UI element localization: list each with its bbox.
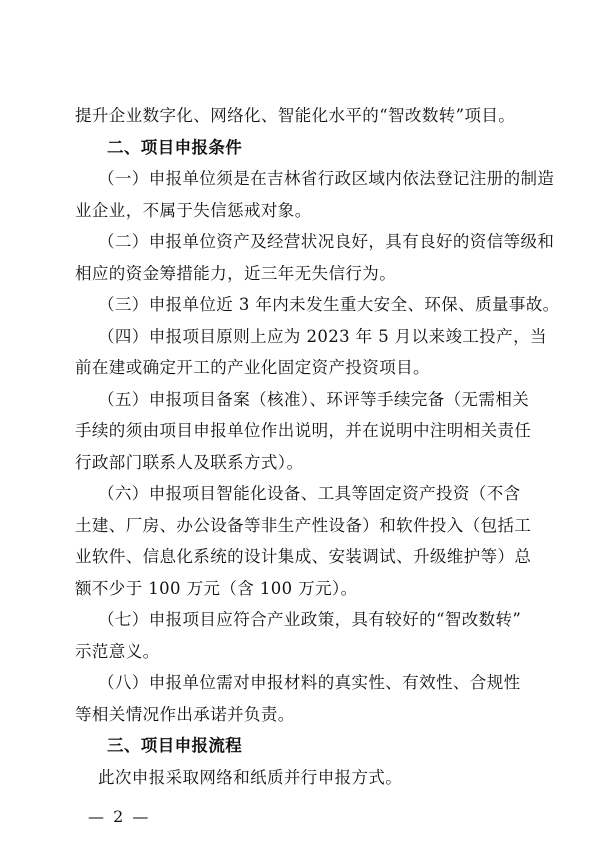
page-number: — 2 — — [88, 807, 151, 826]
section-heading-application-conditions: 二、项目申报条件 — [107, 137, 243, 157]
body-line: 示范意义。 — [75, 641, 160, 661]
body-line: 额不少于 100 万元（含 100 万元）。 — [75, 578, 358, 598]
body-line: （六）申报项目智能化设备、工具等固定资产投资（不含 — [98, 484, 521, 503]
body-line: （七）申报项目应符合产业政策，具有较好的“智改数转” — [98, 610, 522, 629]
body-line: （四）申报项目原则上应为 2023 年 5 月以来竣工投产，当 — [98, 326, 547, 346]
body-line: 行政部门联系人及联系方式）。 — [75, 452, 304, 472]
body-line: 土建、厂房、办公设备等非生产性设备）和软件投入（包括工 — [75, 515, 532, 535]
body-line: 提升企业数字化、网络化、智能化水平的“智改数转”项目。 — [75, 106, 516, 125]
body-line: （二）申报单位资产及经营状况良好，具有良好的资信等级和 — [98, 232, 555, 251]
body-line: （八）申报单位需对申报材料的真实性、有效性、合规性 — [98, 673, 521, 692]
body-line: 此次申报采取网络和纸质并行申报方式。 — [98, 767, 403, 787]
body-line: （一）申报单位须是在吉林省行政区域内依法登记注册的制造 — [98, 169, 555, 188]
section-heading-application-process: 三、项目申报流程 — [107, 736, 243, 755]
body-line: （五）申报项目备案（核准）、环评等手续完备（无需相关 — [98, 389, 530, 409]
body-line: 等相关情况作出承诺并负责。 — [75, 704, 295, 724]
body-line: 相应的资金筹措能力，近三年无失信行为。 — [75, 263, 397, 283]
body-line: 前在建或确定开工的产业化固定资产投资项目。 — [75, 358, 430, 377]
body-line: 业软件、信息化系统的设计集成、安装调试、升级维护等）总 — [75, 547, 532, 566]
body-line: 手续的须由项目申报单位作出说明，并在说明中注明相关责任 — [75, 421, 532, 440]
body-line: （三）申报单位近 3 年内未发生重大安全、环保、质量事故。 — [98, 295, 560, 314]
body-line: 业企业，不属于失信惩戒对象。 — [75, 200, 312, 220]
